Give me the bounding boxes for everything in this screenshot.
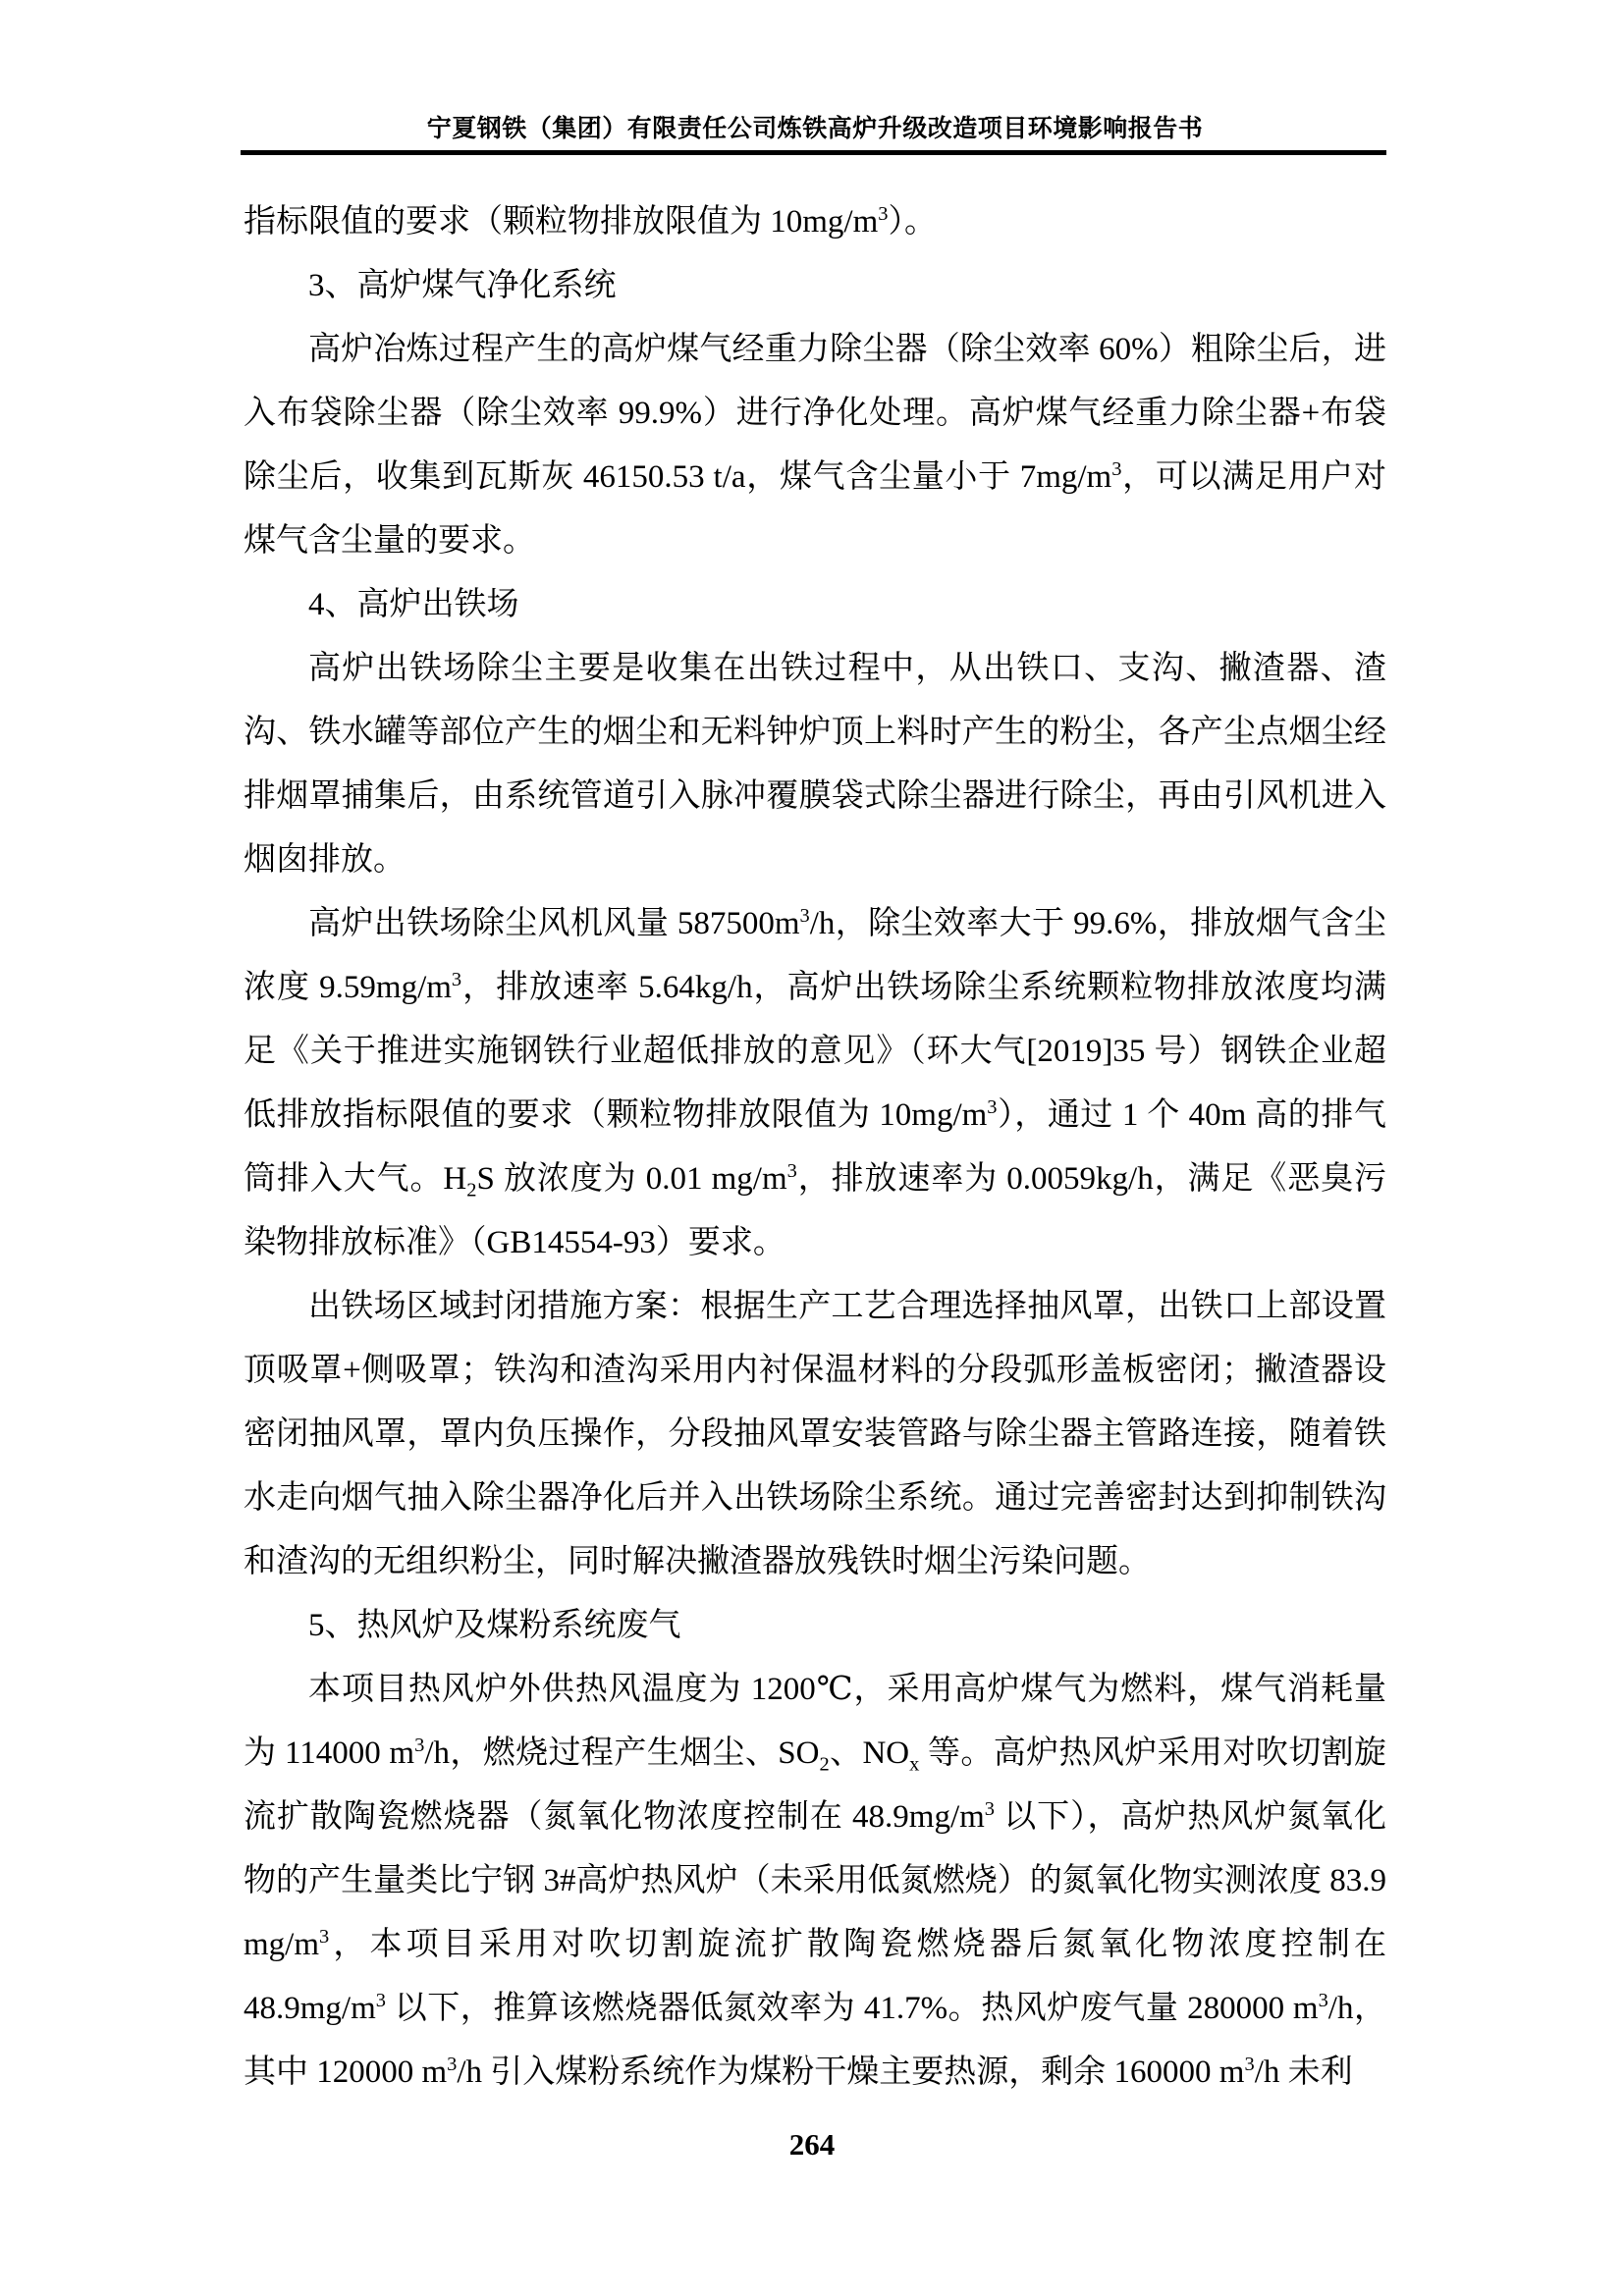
paragraph-enclosure-measures: 出铁场区域封闭措施方案：根据生产工艺合理选择抽风罩，出铁口上部设置顶吸罩+侧吸罩；铁沟和渣沟采用内衬保温材料的分段弧形盖板密闭；撇渣器设密闭抽风罩，罩内负压操作，分段抽风罩安装管路与除尘器主管路连接，随着铁水走向烟气抽入除尘器净化后并入出铁场除尘系统。通过完善密封达到抑制铁沟和渣沟的无组织粉尘，同时解决撇渣器放残铁时烟尘污染问题。 (244, 1289, 1386, 1579)
page-number: 264 (788, 2127, 836, 2162)
paragraph-tapping-yard-dust-collection: 高炉出铁场除尘主要是收集在出铁过程中，从出铁口、支沟、撇渣器、渣沟、铁水罐等部位产生的烟尘和无料钟炉顶上料时产生的粉尘，各产尘点烟尘经排烟罩捕集后，由系统管道引入脉冲覆膜袋式除尘器进行除尘，再由引风机进入烟囱排放。 (244, 651, 1386, 878)
paragraph-limit-requirement-continuation: 指标限值的要求（颗粒物排放限值为 $10mg/m^3$）。 (244, 203, 937, 240)
header-divider-rule (241, 150, 1386, 155)
paragraph-hot-blast-stove-exhaust: 本项目热风炉外供热风温度为 1200℃，采用高炉煤气为燃料，煤气消耗量为 114000 $m^3/h$，燃烧过程产生烟尘、$SO_2$、$NO_x$ 等。高炉热风炉采用对吹切割旋流扩散陶瓷燃烧器（氮氧化物浓度控制在 $48.9mg/m^3$ 以下），高炉热风炉氮氧化物的产生量类比宁钢 3#高炉热风炉（未采用低氮燃烧）的氮氧化物实测浓度 83.9 $mg/m^3$，本项目采用对吹切割旋流扩散陶瓷燃烧器后氮氧化物浓度控制在 $48.9mg/m^3$ 以下，推算该燃烧器低氮效率为 41.7%。热风炉废气量 280000 $m^3/h$，其中 120000 $m^3/h$ 引入煤粉系统作为煤粉干燥主要热源，剩余 160000 $m^3/h$ 未利 (244, 1672, 1386, 2090)
document-body (244, 190, 1386, 2105)
section-heading-hot-blast-stove: 5、热风炉及煤粉系统废气 (308, 1608, 681, 1643)
paragraph-tapping-yard-emissions: 高炉出铁场除尘风机风量 $587500m^3/h$，除尘效率大于 99.6%，排放烟气含尘浓度 $9.59mg/m^3$，排放速率 5.64kg/h，高炉出铁场除尘系统颗粒物排放浓度均满足《关于推进实施钢铁行业超低排放的意见》（环大气[2019]35 号）钢铁企业超低排放指标限值的要求（颗粒物排放限值为 $10mg/m^3$），通过 1 个 40m 高的排气筒排入大气。$H_2S$ 放浓度为 0.01 $mg/m^3$，排放速率为 0.0059kg/h，满足《恶臭污染物排放标准》（GB14554-93）要求。 (244, 905, 1387, 1260)
section-heading-tapping-yard: 4、高炉出铁场 (308, 587, 519, 622)
section-heading-gas-purification: 3、高炉煤气净化系统 (308, 268, 617, 303)
page-header-title: 宁夏钢铁（集团）有限责任公司炼铁高炉升级改造项目环境影响报告书 (426, 115, 1204, 142)
paragraph-gas-purification: 高炉冶炼过程产生的高炉煤气经重力除尘器（除尘效率 60%）粗除尘后，进入布袋除尘器（除尘效率 99.9%）进行净化处理。高炉煤气经重力除尘器+布袋除尘后，收集到瓦斯灰 46150.53 t/a，煤气含尘量小于 $7mg/m^3$，可以满足用户对煤气含尘量的要求。 (244, 332, 1386, 559)
